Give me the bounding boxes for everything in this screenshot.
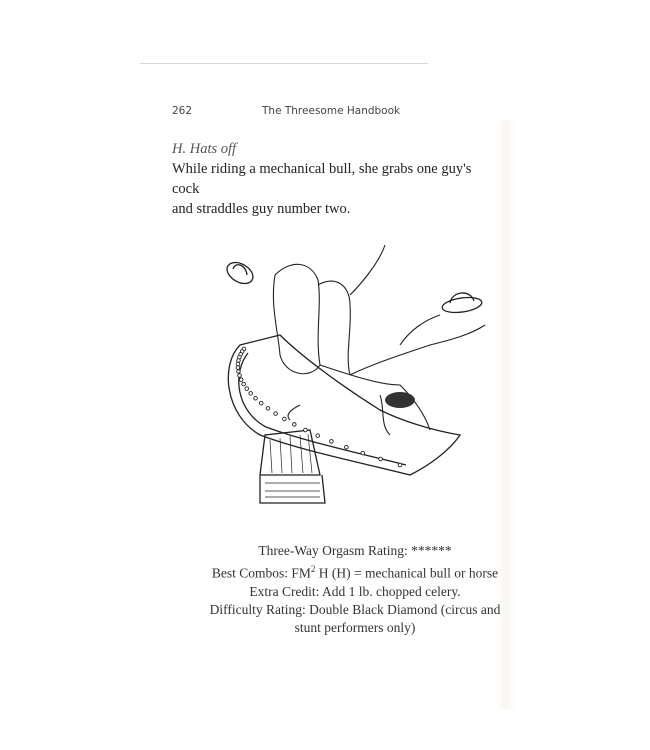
blanket-stud [238,374,242,378]
blanket-stud [266,407,270,411]
combos-suffix: H (H) = mechanical bull or horse [315,565,499,581]
difficulty-rating-line2: stunt performers only) [294,620,416,636]
running-title: The Threesome Handbook [262,105,401,117]
blanket-stud [316,434,320,438]
pedestal-icon [260,430,325,503]
blanket-stud [361,451,365,455]
blanket-stud [236,362,240,366]
combos-superscript: 2 [310,564,316,575]
orgasm-rating: Three-Way Orgasm Rating: ****** [258,543,452,558]
blanket-stud [274,412,278,416]
blanket-stud [398,463,402,467]
blanket-stud [304,428,308,432]
cowboy-hat-icon [441,293,483,315]
difficulty-rating-line1: Difficulty Rating: Double Black Diamond (circus and [209,602,501,618]
blanket-stud [330,440,334,444]
section-body [172,159,502,219]
section-heading: H. Hats off [172,141,237,157]
body-line: While riding a mechanical bull, she grabs one guy's cock [172,161,472,197]
blanket-stud [292,423,296,427]
cowboy-hat-icon [223,258,256,288]
body-line: and straddles guy number two. [172,201,351,217]
bull-mount-icon [385,392,415,408]
mechanical-bull-illustration-icon [200,235,520,510]
page-number: 262 [172,105,193,117]
figures-outline-icon [273,245,485,435]
blanket-stud [249,392,253,396]
blanket-stud [245,387,249,391]
blanket-stud [254,396,258,400]
blanket-stud [237,370,241,374]
blanket-stud [259,401,263,405]
best-combos [200,560,510,583]
blanket-stud [283,417,287,421]
blanket-stud [242,382,246,386]
blanket-stud [345,445,349,449]
blanket-stud [236,366,240,370]
top-rule [140,63,428,64]
extra-credit: Extra Credit: Add 1 lb. chopped celery. [249,583,461,599]
blanket-stud [379,457,383,461]
combos-prefix: Best Combos: FM [211,565,311,581]
rating-notes [200,542,510,638]
blanket-stud [239,378,243,382]
